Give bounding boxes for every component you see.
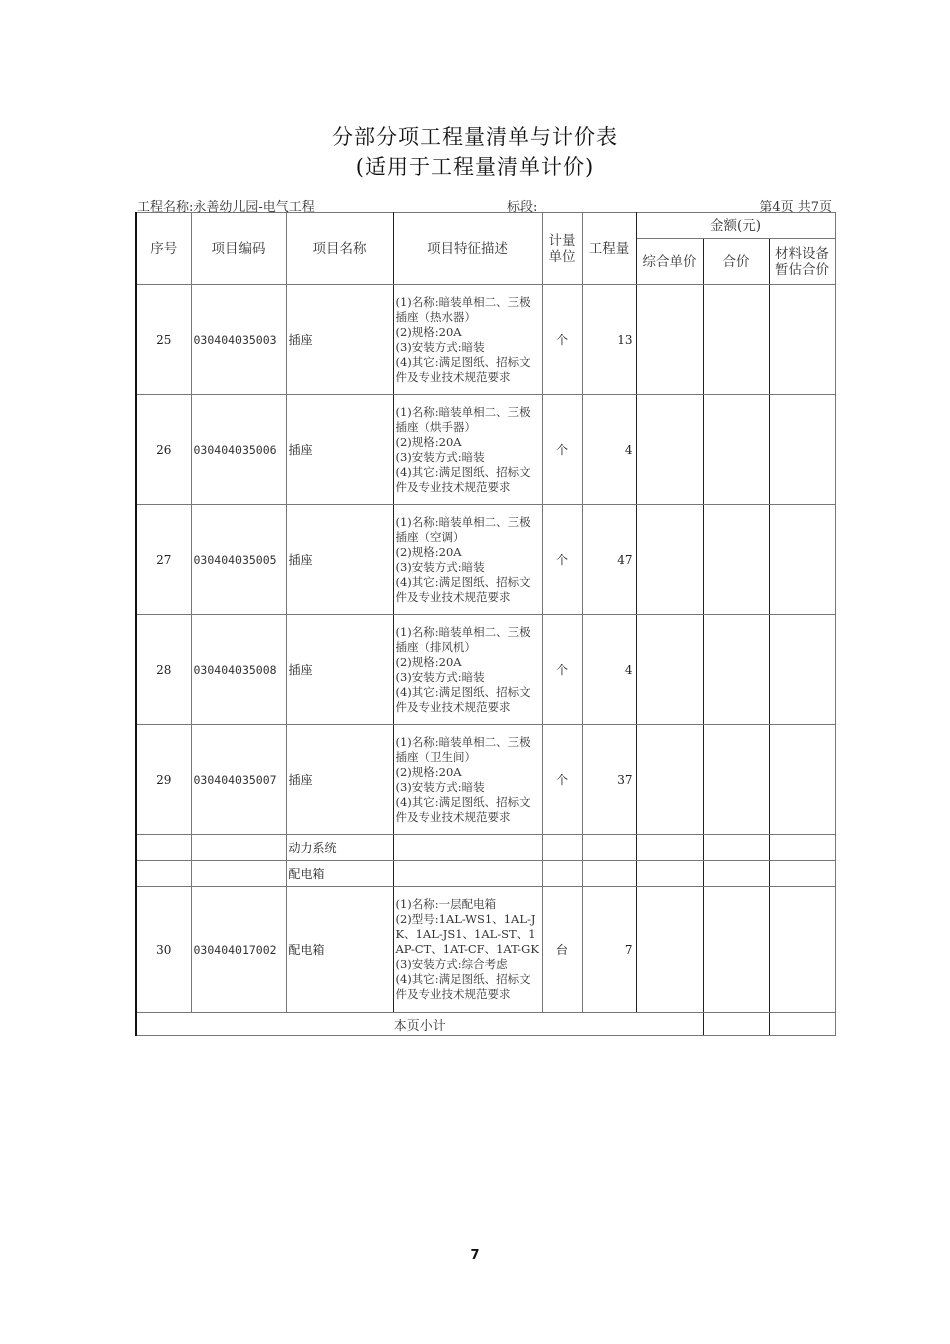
row-unit-price xyxy=(636,505,703,615)
group-material-estimate xyxy=(769,835,835,861)
group-code xyxy=(191,861,286,887)
table-row xyxy=(136,285,835,395)
row-unit: 个 xyxy=(542,285,582,395)
group-row xyxy=(136,861,835,887)
row-unit-price xyxy=(636,887,703,1013)
group-row xyxy=(136,835,835,861)
row-unit: 个 xyxy=(542,615,582,725)
row-code: 030404035008 xyxy=(191,615,286,725)
row-total-price xyxy=(703,395,769,505)
row-quantity: 37 xyxy=(582,725,636,835)
group-name: 动力系统 xyxy=(286,835,393,861)
subtotal-label: 本页小计 xyxy=(136,1013,703,1036)
bill-of-quantities-table xyxy=(135,212,836,1036)
row-total-price xyxy=(703,285,769,395)
header-unit-price: 综合单价 xyxy=(636,239,703,285)
row-seq: 25 xyxy=(136,285,191,395)
group-unit xyxy=(542,861,582,887)
row-seq: 26 xyxy=(136,395,191,505)
row-code: 030404035007 xyxy=(191,725,286,835)
row-unit-price xyxy=(636,285,703,395)
header-unit: 计量 单位 xyxy=(542,213,582,285)
group-code xyxy=(191,835,286,861)
table-row xyxy=(136,615,835,725)
group-total-price xyxy=(703,835,769,861)
group-quantity xyxy=(582,835,636,861)
row-code: 030404017002 xyxy=(191,887,286,1013)
header-total-price: 合价 xyxy=(703,239,769,285)
row-name: 插座 xyxy=(286,285,393,395)
table-row xyxy=(136,725,835,835)
row-total-price xyxy=(703,887,769,1013)
row-description: (1)名称:暗装单相二、三极插座（排风机） (2)规格:20A (3)安装方式:暗装 (4)其它:满足图纸、招标文件及专业技术规范要求 xyxy=(393,615,542,725)
subtotal-total-price xyxy=(703,1013,769,1036)
row-material-estimate xyxy=(769,887,835,1013)
document-meta-line xyxy=(137,196,834,215)
project-name-label: 工程名称: xyxy=(137,200,194,215)
header-seq: 序号 xyxy=(136,213,191,285)
subtotal-row xyxy=(136,1013,835,1036)
header-amount-group: 金额(元) xyxy=(636,213,835,239)
row-name: 配电箱 xyxy=(286,887,393,1013)
row-code: 030404035003 xyxy=(191,285,286,395)
table-row xyxy=(136,505,835,615)
row-description: (1)名称:暗装单相二、三极插座（热水器） (2)规格:20A (3)安装方式:暗装 (4)其它:满足图纸、招标文件及专业技术规范要求 xyxy=(393,285,542,395)
row-description: (1)名称:暗装单相二、三极插座（卫生间） (2)规格:20A (3)安装方式:暗装 (4)其它:满足图纸、招标文件及专业技术规范要求 xyxy=(393,725,542,835)
row-material-estimate xyxy=(769,615,835,725)
page-info: 第4页 共7页 xyxy=(759,200,832,215)
row-quantity: 47 xyxy=(582,505,636,615)
group-seq xyxy=(136,861,191,887)
group-name: 配电箱 xyxy=(286,861,393,887)
row-material-estimate xyxy=(769,505,835,615)
row-seq: 27 xyxy=(136,505,191,615)
row-code: 030404035005 xyxy=(191,505,286,615)
row-material-estimate xyxy=(769,725,835,835)
row-material-estimate xyxy=(769,395,835,505)
row-total-price xyxy=(703,615,769,725)
row-name: 插座 xyxy=(286,395,393,505)
group-seq xyxy=(136,835,191,861)
row-name: 插座 xyxy=(286,615,393,725)
row-name: 插座 xyxy=(286,725,393,835)
section-label: 标段: xyxy=(507,200,538,215)
group-unit xyxy=(542,835,582,861)
document-title: 分部分项工程量清单与计价表 xyxy=(332,125,618,149)
row-material-estimate xyxy=(769,285,835,395)
row-code: 030404035006 xyxy=(191,395,286,505)
group-quantity xyxy=(582,861,636,887)
row-quantity: 4 xyxy=(582,395,636,505)
table-row xyxy=(136,395,835,505)
document-subtitle: (适用于工程量清单计价) xyxy=(355,155,595,179)
group-unit-price xyxy=(636,861,703,887)
group-material-estimate xyxy=(769,861,835,887)
group-unit-price xyxy=(636,835,703,861)
row-unit-price xyxy=(636,725,703,835)
row-total-price xyxy=(703,505,769,615)
group-description xyxy=(393,835,542,861)
header-description: 项目特征描述 xyxy=(393,213,542,285)
header-quantity: 工程量 xyxy=(582,213,636,285)
footer-page-number: 7 xyxy=(470,1248,480,1263)
row-unit: 个 xyxy=(542,505,582,615)
row-quantity: 13 xyxy=(582,285,636,395)
row-unit: 个 xyxy=(542,725,582,835)
header-name: 项目名称 xyxy=(286,213,393,285)
row-quantity: 4 xyxy=(582,615,636,725)
table-row xyxy=(136,887,835,1013)
header-material-estimate: 材料设备 暂估合价 xyxy=(769,239,835,285)
row-unit-price xyxy=(636,395,703,505)
row-quantity: 7 xyxy=(582,887,636,1013)
group-description xyxy=(393,861,542,887)
group-total-price xyxy=(703,861,769,887)
row-unit-price xyxy=(636,615,703,725)
subtotal-material-estimate xyxy=(769,1013,835,1036)
row-total-price xyxy=(703,725,769,835)
row-unit: 台 xyxy=(542,887,582,1013)
header-code: 项目编码 xyxy=(191,213,286,285)
row-description: (1)名称:暗装单相二、三极插座（空调） (2)规格:20A (3)安装方式:暗装 (4)其它:满足图纸、招标文件及专业技术规范要求 xyxy=(393,505,542,615)
row-seq: 30 xyxy=(136,887,191,1013)
row-description: (1)名称:暗装单相二、三极插座（烘手器） (2)规格:20A (3)安装方式:暗装 (4)其它:满足图纸、招标文件及专业技术规范要求 xyxy=(393,395,542,505)
header-row-1 xyxy=(136,213,835,239)
row-name: 插座 xyxy=(286,505,393,615)
project-name-value: 永善幼儿园-电气工程 xyxy=(193,200,315,215)
row-seq: 29 xyxy=(136,725,191,835)
row-unit: 个 xyxy=(542,395,582,505)
row-description: (1)名称:一层配电箱 (2)型号:1AL-WS1、1AL-JK、1AL-JS1、1AL-ST、1AP-CT、1AT-CF、1AT-GK (3)安装方式:综合考虑 (4)其它:满足图纸、招标文件及专业技术规范要求 xyxy=(393,887,542,1013)
row-seq: 28 xyxy=(136,615,191,725)
